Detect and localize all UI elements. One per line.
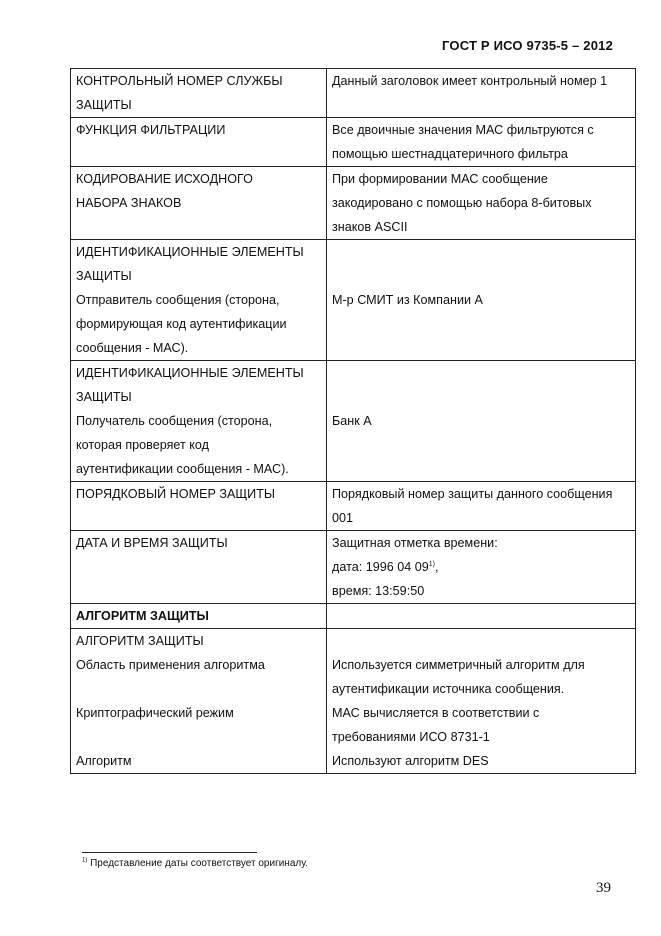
cell-text: Получатель сообщения (сторона,	[76, 414, 273, 428]
cell-text: НАБОРА ЗНАКОВ	[76, 196, 182, 210]
cell-text: дата: 1996 04 09	[332, 560, 429, 574]
cell-text: требованиями ИСО 8731-1	[332, 730, 490, 744]
document-header: ГОСТ Р ИСО 9735-5 – 2012	[442, 38, 613, 53]
cell-text: аутентификации источника сообщения.	[332, 682, 565, 696]
footnote-text: Представление даты соответствует оригиналу.	[87, 858, 309, 869]
cell-text: которая проверяет код	[76, 438, 209, 452]
cell-value	[327, 361, 636, 482]
table-row	[71, 69, 636, 118]
cell-text: ЗАЩИТЫ	[76, 98, 132, 112]
cell-text: Область применения алгоритма	[76, 658, 265, 672]
table-row	[71, 118, 636, 167]
cell-value	[327, 531, 636, 604]
cell-value	[327, 604, 636, 629]
section-heading: АЛГОРИТМ ЗАЩИТЫ	[76, 609, 209, 623]
cell-text: формирующая код аутентификации	[76, 317, 287, 331]
cell-text: Все двоичные значения МАС фильтруются с	[332, 123, 594, 137]
cell-text: ФУНКЦИЯ ФИЛЬТРАЦИИ	[76, 123, 226, 137]
table-row	[71, 361, 636, 482]
table-row	[71, 482, 636, 531]
cell-text: КОДИРОВАНИЕ ИСХОДНОГО	[76, 172, 253, 186]
cell-text: ИДЕНТИФИКАЦИОННЫЕ ЭЛЕМЕНТЫ	[76, 245, 304, 259]
cell-text: При формировании МАС сообщение	[332, 172, 548, 186]
cell-text: 001	[332, 511, 354, 525]
cell-text: Защитная отметка времени:	[332, 536, 498, 550]
cell-text: знаков ASCII	[332, 220, 408, 234]
cell-label	[71, 629, 327, 774]
cell-text: АЛГОРИТМ ЗАЩИТЫ	[76, 634, 204, 648]
table-row	[71, 604, 636, 629]
table-row	[71, 629, 636, 774]
cell-label	[71, 482, 327, 531]
cell-text: Криптографический режим	[76, 706, 234, 720]
cell-label	[71, 240, 327, 361]
cell-text: Данный заголовок имеет контрольный номер 1	[332, 74, 608, 88]
cell-value	[327, 482, 636, 531]
cell-text: Алгоритм	[76, 754, 132, 768]
cell-label	[71, 361, 327, 482]
footnote	[82, 858, 308, 869]
cell-label	[71, 167, 327, 240]
cell-value	[327, 69, 636, 118]
cell-label	[71, 118, 327, 167]
cell-text: время: 13:59:50	[332, 584, 425, 598]
table-row	[71, 531, 636, 604]
cell-text: сообщения - МАС).	[76, 341, 189, 355]
cell-label	[71, 531, 327, 604]
cell-text: аутентификации сообщения - МАС).	[76, 462, 289, 476]
protocol-table	[70, 68, 636, 774]
cell-text: Отправитель сообщения (сторона,	[76, 293, 280, 307]
cell-value	[327, 240, 636, 361]
cell-value	[327, 118, 636, 167]
cell-text: ПОРЯДКОВЫЙ НОМЕР ЗАЩИТЫ	[76, 487, 276, 501]
footnote-divider	[82, 852, 257, 853]
cell-label	[71, 69, 327, 118]
date-line: дата: 1996 04 09$^{1)}$,	[332, 560, 439, 574]
cell-text: МАС вычисляется в соответствии с	[332, 706, 540, 720]
cell-text: ДАТА И ВРЕМЯ ЗАЩИТЫ	[76, 536, 228, 550]
cell-text: Используется симметричный алгоритм для	[332, 658, 585, 672]
cell-text: ИДЕНТИФИКАЦИОННЫЕ ЭЛЕМЕНТЫ	[76, 366, 304, 380]
cell-text: Банк А	[332, 414, 372, 428]
cell-text: ЗАЩИТЫ	[76, 390, 132, 404]
footnote-ref: 1)	[428, 560, 435, 568]
page-number: 39	[596, 880, 611, 896]
cell-text: ЗАЩИТЫ	[76, 269, 132, 283]
cell-text: КОНТРОЛЬНЫЙ НОМЕР СЛУЖБЫ	[76, 74, 283, 88]
cell-text: М-р СМИТ из Компании А	[332, 293, 483, 307]
cell-text: помощью шестнадцатеричного фильтра	[332, 147, 568, 161]
table-row	[71, 240, 636, 361]
cell-value	[327, 167, 636, 240]
cell-text: закодировано с помощью набора 8-битовых	[332, 196, 592, 210]
footnote-mark: 1)	[82, 857, 88, 864]
table-row	[71, 167, 636, 240]
cell-label	[71, 604, 327, 629]
cell-text: Используют алгоритм DES	[332, 754, 489, 768]
cell-value	[327, 629, 636, 774]
cell-text: Порядковый номер защиты данного сообщения	[332, 487, 613, 501]
